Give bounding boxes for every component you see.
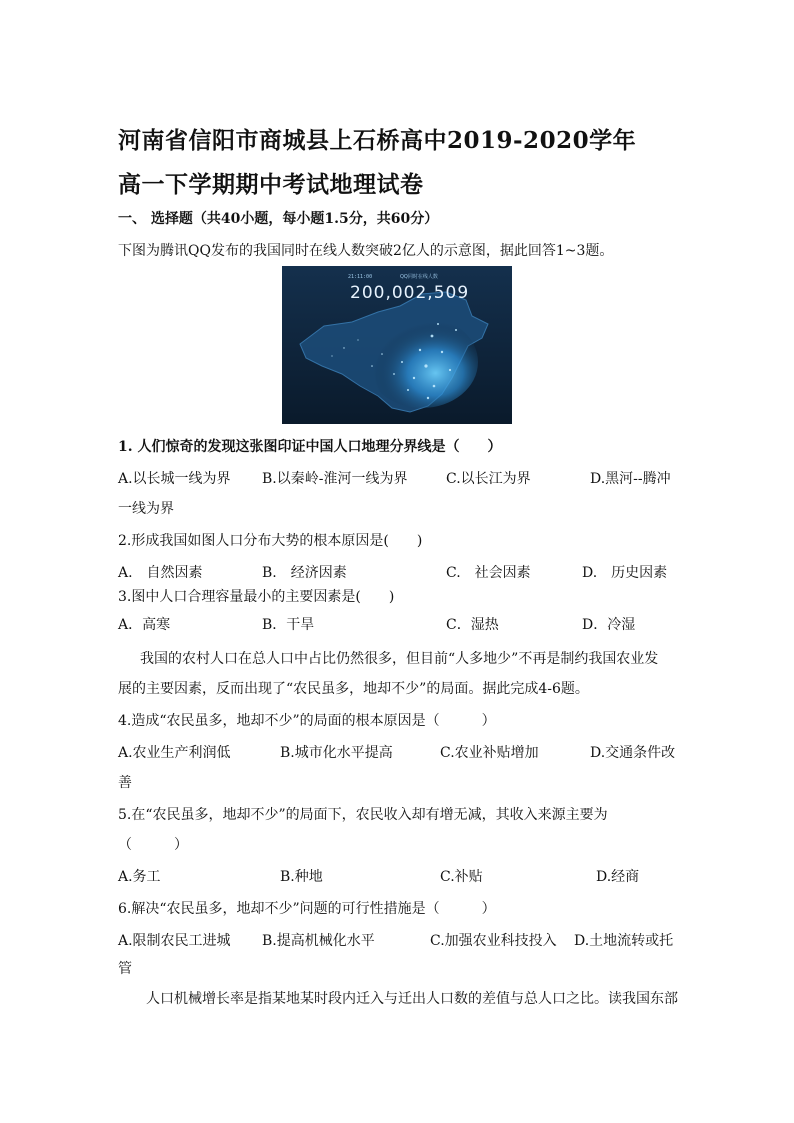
question-2-option-b: B. 经济因素: [262, 565, 347, 581]
question-3-option-c: C．湿热: [446, 617, 499, 633]
question-5-option-b: B.种地: [280, 869, 323, 885]
question-1-option-a: A.以长城一线为界: [118, 471, 231, 487]
question-4-option-d: D.交通条件改: [590, 745, 676, 761]
figure-tag: QQ同时在线人数: [400, 274, 438, 280]
question-5-option-c: C.补贴: [440, 869, 483, 885]
qq-online-map-image: [282, 266, 512, 424]
question-2-option-d: D. 历史因素: [582, 565, 668, 581]
question-3-option-b: B．干旱: [262, 617, 315, 633]
question-5-stem: 5.在“农民虽多，地却不少”的局面下，农民收入却有增无减，其收入来源主要为: [118, 807, 608, 823]
question-1-option-b: B.以秦岭-淮河一线为界: [262, 471, 408, 487]
figure-time: 21:11:00: [348, 274, 373, 280]
question-5-stem-wrap: （ ）: [118, 837, 188, 853]
question-6-option-d: D.土地流转或托: [574, 933, 674, 949]
intro-paragraph-3: 人口机械增长率是指某地某时段内迁入与迁出人口数的差值与总人口之比。读我国东部: [146, 991, 678, 1007]
question-5-option-a: A.务工: [118, 869, 161, 885]
figure-online-counter: 200,002,509: [350, 283, 470, 303]
intro-paragraph-1: 下图为腾讯QQ发布的我国同时在线人数突破2亿人的示意图，据此回答1~3题。: [118, 243, 614, 259]
question-1-stem: 1. 人们惊奇的发现这张图印证中国人口地理分界线是（ ）: [118, 439, 502, 455]
title-line-2: 高一下学期期中考试地理试卷: [118, 171, 424, 198]
question-4-option-d-wrap: 善: [118, 775, 132, 791]
question-2-stem: 2.形成我国如图人口分布大势的根本原因是( ): [118, 533, 423, 549]
question-1-option-d-wrap: 一线为界: [118, 501, 174, 517]
question-3-option-a: A．高寒: [118, 617, 171, 633]
question-6-option-a: A.限制农民工进城: [118, 933, 231, 949]
question-1-option-d: D.黑河--腾冲: [590, 471, 671, 487]
question-6-option-d-wrap: 管: [118, 961, 132, 977]
question-6-option-c: C.加强农业科技投入: [430, 933, 557, 949]
question-4-option-b: B.城市化水平提高: [280, 745, 393, 761]
question-2-option-a: A. 自然因素: [118, 565, 203, 581]
title-line-1: 河南省信阳市商城县上石桥高中2019-2020学年: [118, 127, 637, 154]
question-4-option-c: C.农业补贴增加: [440, 745, 539, 761]
intro-paragraph-2-line-1: 我国的农村人口在总人口中占比仍然很多，但目前“人多地少”不再是制约我国农业发: [140, 651, 659, 667]
question-2-option-c: C. 社会因素: [446, 565, 531, 581]
china-map-graphic: [282, 266, 512, 424]
question-3-stem: 3.图中人口合理容量最小的主要因素是( ): [118, 589, 395, 605]
question-6-stem: 6.解决“农民虽多，地却不少”问题的可行性措施是（ ）: [118, 901, 496, 917]
question-1-option-c: C.以长江为界: [446, 471, 531, 487]
intro-paragraph-2-line-2: 展的主要因素，反而出现了“农民虽多，地却不少”的局面。据此完成4-6题。: [118, 681, 589, 697]
question-5-option-d: D.经商: [596, 869, 640, 885]
question-3-option-d: D．冷湿: [582, 617, 636, 633]
question-6-option-b: B.提高机械化水平: [262, 933, 375, 949]
question-4-option-a: A.农业生产利润低: [118, 745, 231, 761]
question-4-stem: 4.造成“农民虽多，地却不少”的局面的根本原因是（ ）: [118, 713, 496, 729]
section-heading: 一、 选择题（共40小题，每小题1.5分，共60分）: [118, 211, 439, 227]
